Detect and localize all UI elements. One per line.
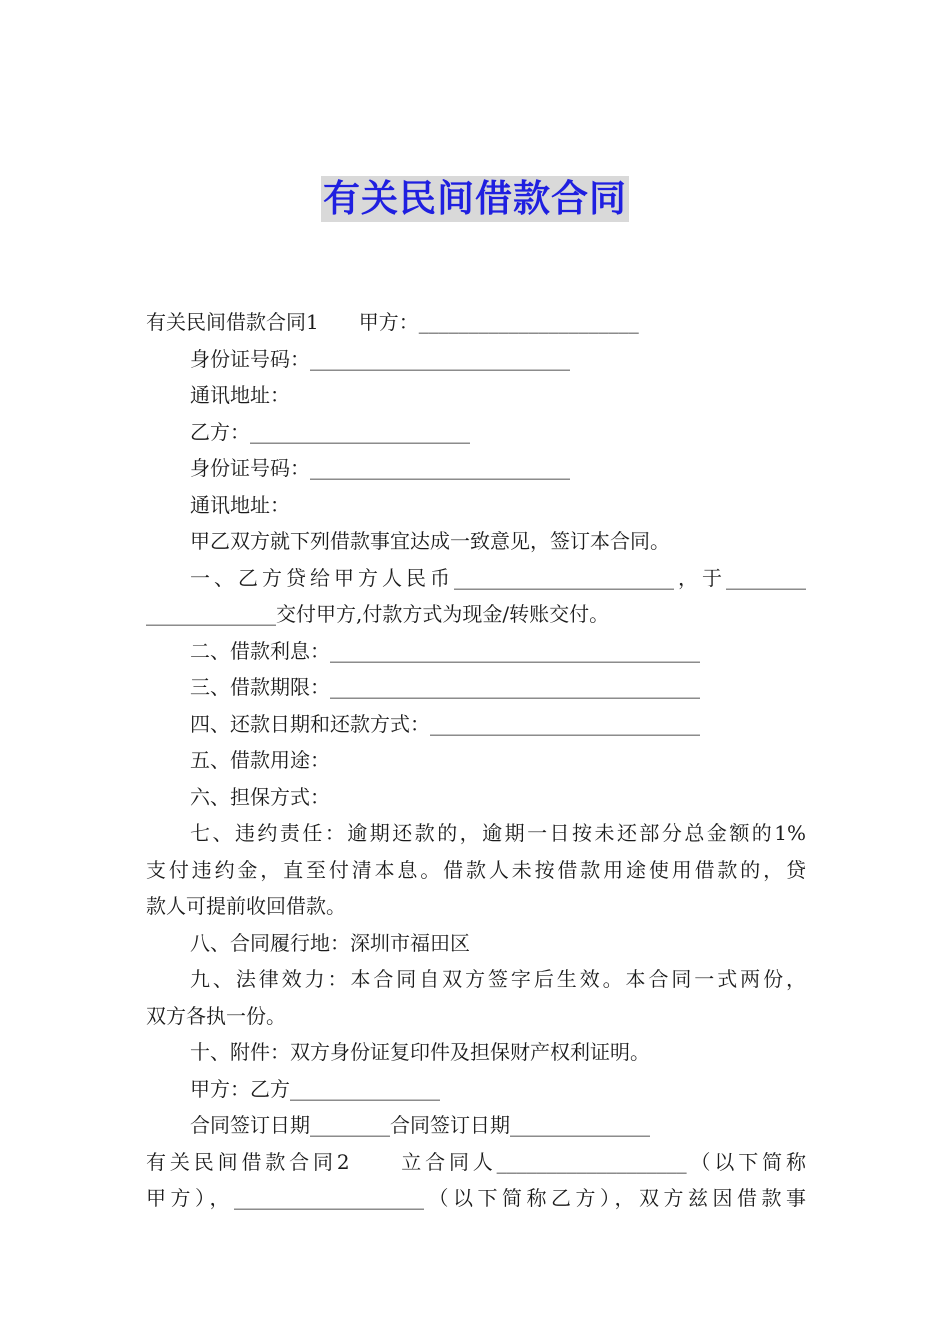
clause-10-attachments: 十、附件：双方身份证复印件及担保财产权利证明。 bbox=[190, 1040, 650, 1064]
clause-1-line-2: _____________交付甲方,付款方式为现金/转账交付。 bbox=[146, 602, 610, 626]
clause-1-line-1: 一、乙方贷给甲方人民币______________________，于________ bbox=[190, 565, 806, 590]
clause-7-line-3: 款人可提前收回借款。 bbox=[146, 894, 346, 918]
party-b-id-number: 身份证号码：__________________________ bbox=[190, 456, 570, 480]
party-b-address: 通讯地址： bbox=[190, 492, 290, 517]
clause-4-repayment: 四、还款日期和还款方式：___________________________ bbox=[190, 711, 700, 736]
clause-7-line-2: 支付违约金，直至付清本息。借款人未按借款用途使用借款的，贷 bbox=[146, 857, 806, 882]
signature-parties: 甲方：乙方_______________ bbox=[190, 1076, 440, 1101]
title-wrap bbox=[0, 176, 950, 222]
clause-8-place: 八、合同履行地：深圳市福田区 bbox=[190, 930, 470, 955]
contract-2-heading: 有关民间借款合同2 立合同人___________________（以下简称 bbox=[146, 1149, 806, 1174]
party-b: 乙方：______________________ bbox=[190, 419, 470, 444]
clause-2-interest: 二、借款利息：_____________________________________ bbox=[190, 638, 700, 663]
contract-2-line-2: 甲方），___________________（以下简称乙方），双方兹因借款事 bbox=[146, 1186, 806, 1210]
document-body bbox=[146, 304, 806, 1217]
clause-5-purpose: 五、借款用途： bbox=[190, 748, 330, 772]
party-a-address: 通讯地址： bbox=[190, 383, 290, 407]
document-title: 有关民间借款合同 bbox=[323, 177, 627, 220]
clause-6-guarantee: 六、担保方式： bbox=[190, 784, 330, 809]
clause-7-line-1: 七、违约责任：逾期还款的，逾期一日按未还部分总金额的1% bbox=[190, 821, 806, 845]
clause-9-line-1: 九、法律效力：本合同自双方签字后生效。本合同一式两份， bbox=[190, 967, 806, 991]
signing-dates: 合同签订日期________合同签订日期______________ bbox=[190, 1113, 650, 1137]
contract-1-heading: 有关民间借款合同1 甲方：______________________ bbox=[146, 310, 639, 334]
clause-3-term: 三、借款期限：_____________________________________ bbox=[190, 675, 700, 699]
party-a-id-number: 身份证号码：__________________________ bbox=[190, 346, 570, 371]
agreement-statement: 甲乙双方就下列借款事宜达成一致意见，签订本合同。 bbox=[190, 529, 670, 553]
clause-9-line-2: 双方各执一份。 bbox=[146, 1003, 286, 1028]
